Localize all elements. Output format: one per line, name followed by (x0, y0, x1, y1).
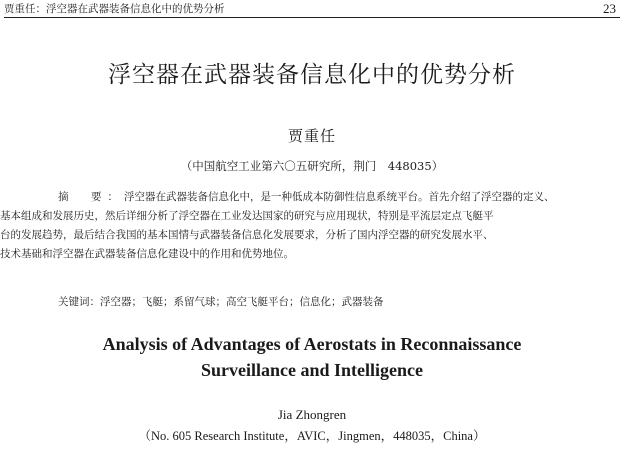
chinese-title: 浮空器在武器装备信息化中的优势分析 (108, 62, 516, 88)
english-author: Jia Zhongren (277, 407, 347, 422)
abstract-line-text: 浮空器在武器装备信息化中，是一种低成本防御性信息系统平台。首先介绍了浮空器的定义、 (124, 191, 555, 203)
running-header-title: 贾重任：浮空器在武器装备信息化中的优势分析 (4, 3, 225, 15)
keywords-text: 浮空器；飞艇；系留气球；高空飞艇平台；信息化；武器装备 (100, 296, 384, 308)
chinese-affiliation: （中国航空工业第六〇五研究所，荆门 448035） (180, 159, 444, 173)
english-title-line-2: Surveillance and Intelligence (201, 360, 423, 380)
english-affiliation: （No. 605 Research Institute，AVIC，Jingmen，448035，China） (138, 429, 486, 443)
abstract-line: 台的发展趋势，最后结合我国的基本国情与武器装备信息化发展要求，分析了国内浮空器的研究发展水平、 (0, 229, 494, 241)
abstract-line (58, 188, 622, 207)
abstract-line: 基本组成和发展历史，然后详细分析了浮空器在工业发达国家的研究与应用现状，特别是平流层定点飞艇平 (0, 210, 494, 222)
abstract (0, 188, 622, 264)
chinese-author: 贾重任 (287, 127, 336, 145)
page-number: 23 (603, 1, 616, 16)
keywords (58, 294, 384, 310)
abstract-line: 技术基础和浮空器在武器装备信息化建设中的作用和优势地位。 (0, 248, 294, 260)
abstract-label: 摘 要： (58, 191, 124, 203)
english-title-line-1: Analysis of Advantages of Aerostats in Reconnaissance (102, 334, 522, 354)
keywords-label: 关键词： (58, 296, 100, 308)
english-title (0, 331, 624, 383)
running-header (4, 1, 620, 18)
